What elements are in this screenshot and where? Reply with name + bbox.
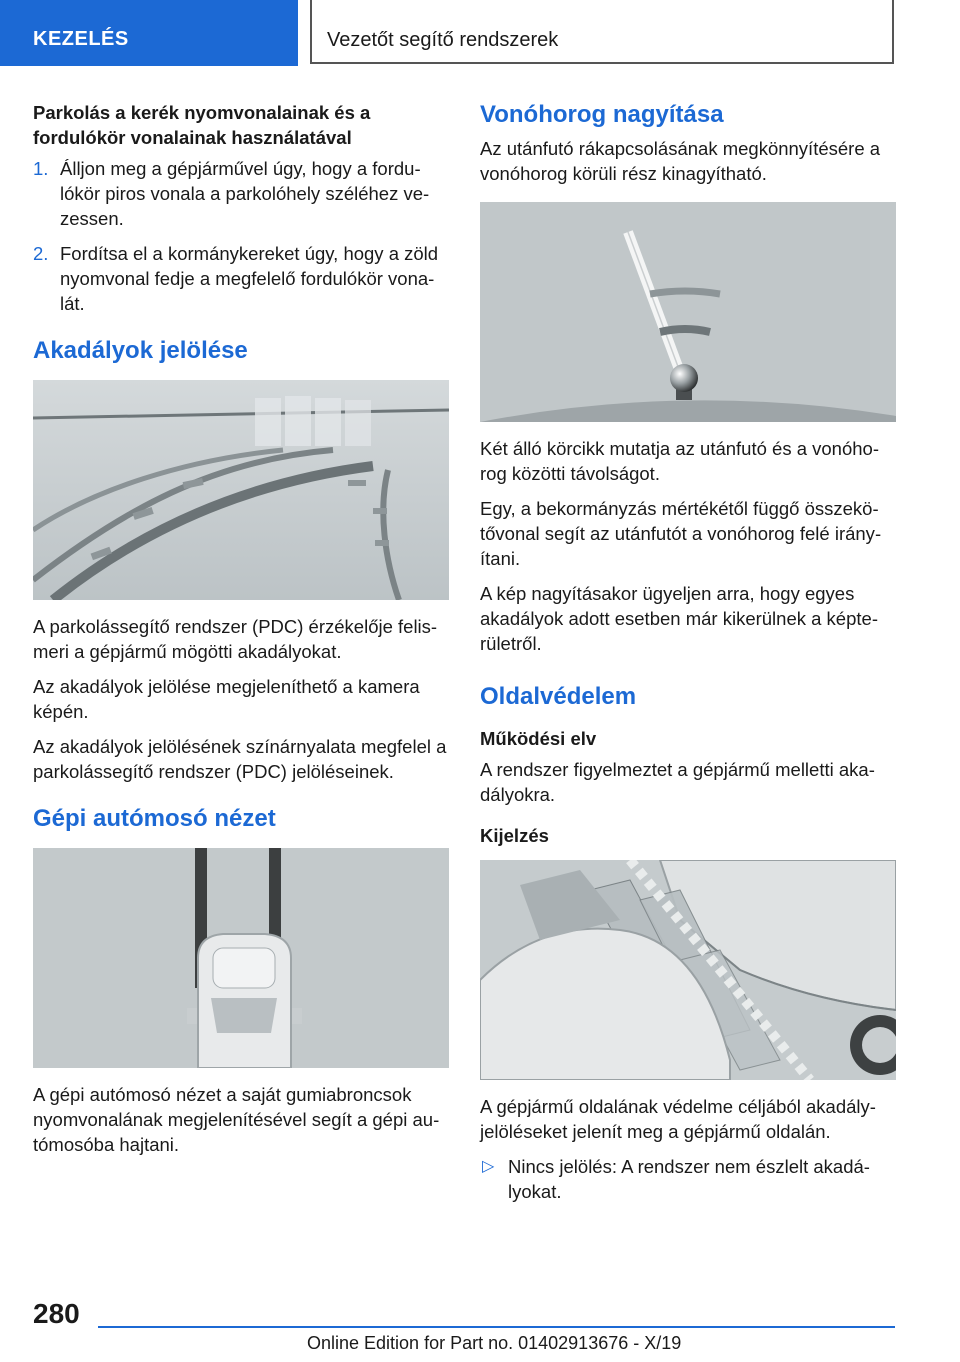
section-tab <box>0 0 298 66</box>
chapter-title: Vezetőt segítő rendszerek <box>327 29 559 51</box>
bullet-item <box>480 1154 896 1204</box>
triangle-bullet-icon: ▷ <box>482 1158 495 1175</box>
carwash-text: A gépi autómosó nézet a saját gumiabroncsok nyomvonalának megjelenítésével segít a gépi autómosóba hajtani. <box>33 1084 440 1155</box>
step-text: Fordítsa el a kormánykereket úgy, hogy a zöld nyomvonal fedje a megfelelő fordulókör vonalát. <box>60 243 439 314</box>
parking-steps <box>33 156 449 316</box>
side-protection-figure <box>480 860 896 1080</box>
display-text: A gépjármű oldalának védelme céljából akadályjelöléseket jelenít meg a gépjármű oldalán. <box>480 1096 876 1142</box>
footer-divider <box>98 1326 895 1328</box>
section-title: KEZELÉS <box>33 28 129 50</box>
obstacles-text-2: Az akadályok jelölése megjeleníthető a kamera képén. <box>33 676 420 722</box>
step-text: Álljon meg a gépjárművel úgy, hogy a fordulókör piros vonala a parkolóhely széléhez vezessen. <box>60 158 430 229</box>
chapter-tab <box>310 0 894 64</box>
carwash-figure <box>33 848 449 1068</box>
towbar-text-3: A kép nagyításakor ügyeljen arra, hogy egyes akadályok adott esetben már kikerülnek a képterületről. <box>480 583 878 654</box>
principle-heading: Működési elv <box>480 728 597 749</box>
side-protection-heading: Oldalvédelem <box>480 683 637 710</box>
display-bullets <box>480 1154 896 1204</box>
step-item <box>33 156 449 231</box>
left-column <box>33 100 449 1167</box>
parking-heading: Parkolás a kerék nyomvonalainak és a fordulókör vonalainak használatával <box>33 102 371 148</box>
towbar-figure <box>480 202 896 422</box>
step-number: 1. <box>33 158 49 179</box>
display-heading: Kijelzés <box>480 825 549 846</box>
step-number: 2. <box>33 243 49 264</box>
obstacles-heading: Akadályok jelölése <box>33 337 248 364</box>
step-item <box>33 241 449 316</box>
obstacles-text-3: Az akadályok jelölésének színárnyalata megfelel a parkolássegítő rendszer (PDC) jelöléseinek. <box>33 736 447 782</box>
bullet-text: Nincs jelölés: A rendszer nem észlelt akadályokat. <box>508 1156 870 1202</box>
obstacles-figure <box>33 380 449 600</box>
carwash-heading: Gépi autómosó nézet <box>33 805 276 832</box>
page-number: 280 <box>33 1298 80 1329</box>
towbar-text-1: Két álló körcikk mutatja az utánfutó és a vonóhorog közötti távolságot. <box>480 438 880 484</box>
towbar-intro: Az utánfutó rákapcsolásának megkönnyítésére a vonóhorog körüli rész kinagyítható. <box>480 138 881 184</box>
footer-edition: Online Edition for Part no. 01402913676 - X/19 <box>307 1333 682 1353</box>
principle-text: A rendszer figyelmeztet a gépjármű melletti akadályokra. <box>480 759 875 805</box>
right-column <box>480 100 896 1204</box>
towbar-text-2: Egy, a bekormányzás mértékétől függő összekötővonal segít az utánfutót a vonóhorog felé irányítani. <box>480 498 882 569</box>
obstacles-text-1: A parkolássegítő rendszer (PDC) érzékelője felismeri a gépjármű mögötti akadályokat. <box>33 616 438 662</box>
towbar-heading: Vonóhorog nagyítása <box>480 101 724 128</box>
